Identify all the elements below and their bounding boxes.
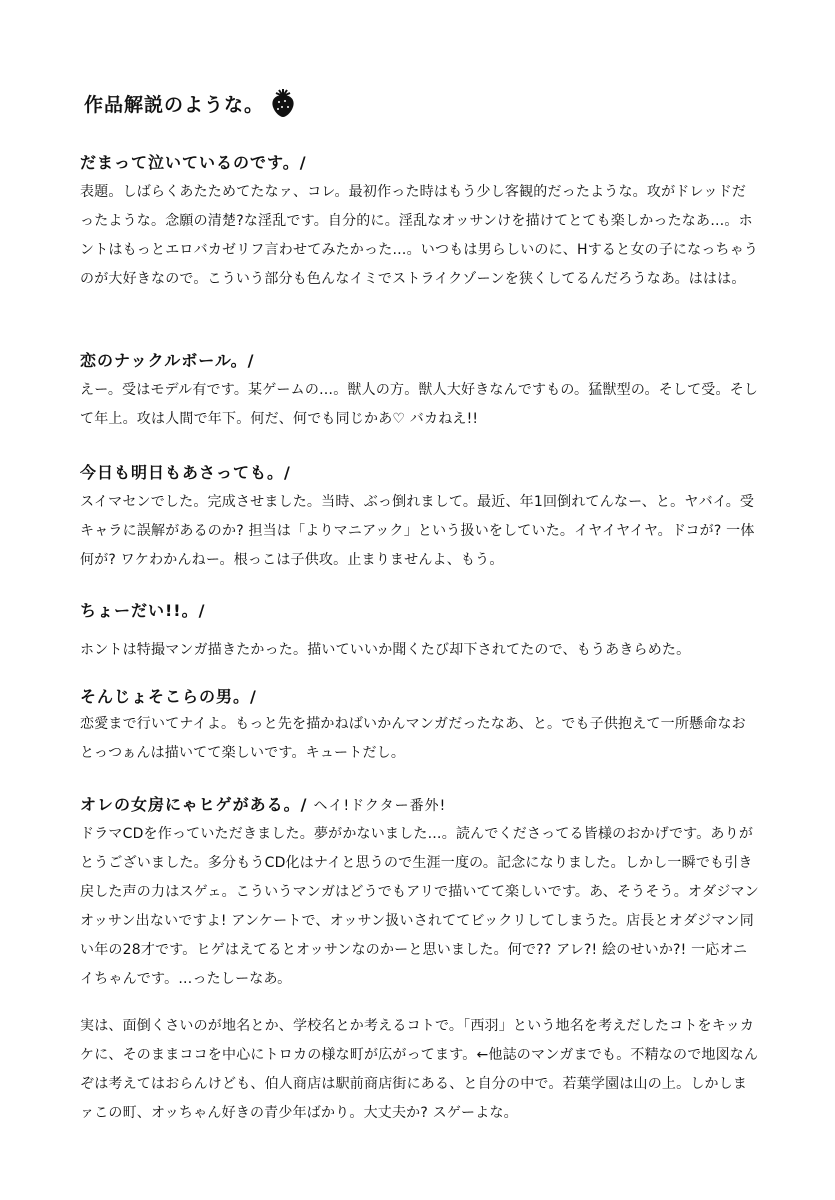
section-body-5: 恋愛まで行いてナイよ。もっと先を描かねばいかんマンガだったなあ、と。でも子供抱えて一所懸命なおとっつぁんは描いてて楽しいです。キュートだし。 — [80, 716, 746, 761]
page-title — [84, 88, 296, 118]
strawberry-icon — [270, 88, 296, 118]
section-body-3: スイマセンでした。完成させました。当時、ぶっ倒れまして。最近、年1回倒れてんなー、と。ヤバイ。受キャラに誤解があるのか? 担当は「よりマニアック」という扱いをしていた。イヤイヤイヤ。ドコが? 一体何が? ワケわかんねー。根っこは子供攻。止まりませんよ、もう。 — [80, 494, 755, 568]
section-body-4: ホントは特撮マンガ描きたかった。描いていいか聞くたび却下されてたので、もうあきらめた。 — [80, 642, 691, 658]
section-body-6: ドラマCDを作っていただきました。夢がかないました…。読んでくださってる皆様のおかげです。ありがとうございました。多分もうCD化はナイと思うので生涯一度の。記念になりました。しかし一瞬でも引き戻した声の力はスゲェ。こういうマンガはどうでもアリで描いてて楽しいです。あ、そうそう。オダジマンオッサン出ないですよ! アンケートで、オッサン扱いされててビックリしてしまうた。店長とオダジマン同い年の28才です。ヒゲはえてるとオッサンなのかーと思いました。何で?? アレ?! 絵のせいか?! 一応オニイちゃんです。…ったしーなあ。 — [80, 826, 759, 987]
closing-paragraph: 実は、面倒くさいのが地名とか、学校名とか考えるコトで。「西羽」という地名を考えだしたコトをキッカケに、そのままココを中心にトロカの様な町が広がってます。←他誌のマンガまでも。不精なので地図なんぞは考えてはおらんけども、伯人商店は駅前商店街にある、と自分の中で。若葉学園は山の上。しかしまァこの町、オッちゃん好きの青少年ばかり。大丈夫か? スゲーよな。 — [80, 1018, 759, 1121]
section-body-1: 表題。しばらくあたためてたなァ、コレ。最初作った時はもう少し客観的だったような。攻がドレッドだったような。念願の清楚?な淫乱です。自分的に。淫乱なオッサンけを描けてとても楽しかったなあ…。ホントはもっとエロバカゼリフ言わせてみたかった…。いつもは男らしいのに、Hすると女の子になっちゃうのが大好きなので。こういう部分も色んなイミでストライクゾーンを狭くしてるんだろうなあ。ははは。 — [80, 184, 759, 287]
page-title-text: 作品解説のような。 — [84, 93, 265, 116]
section-heading-2: 恋のナックルボール。/ — [80, 351, 255, 370]
section-heading-5: そんじょそこらの男。/ — [80, 687, 257, 706]
section-heading-3: 今日も明日もあさっても。/ — [80, 463, 291, 482]
section-heading-1: だまって泣いているのです。/ — [80, 153, 307, 172]
section-heading-6-text: オレの女房にゃヒゲがある。/ — [80, 795, 308, 814]
section-body-2: えー。受はモデル有です。某ゲームの…。獣人の方。獣人大好きなんですもの。猛獣型の。そして受。そして年上。攻は人間で年下。何だ、何でも同じかあ♡ バカねえ!! — [80, 382, 759, 427]
section-heading-6 — [80, 792, 446, 815]
section-heading-4: ちょーだい!!。/ — [80, 601, 206, 620]
section-heading-6-note: ヘイ!ドクター番外! — [313, 798, 447, 814]
